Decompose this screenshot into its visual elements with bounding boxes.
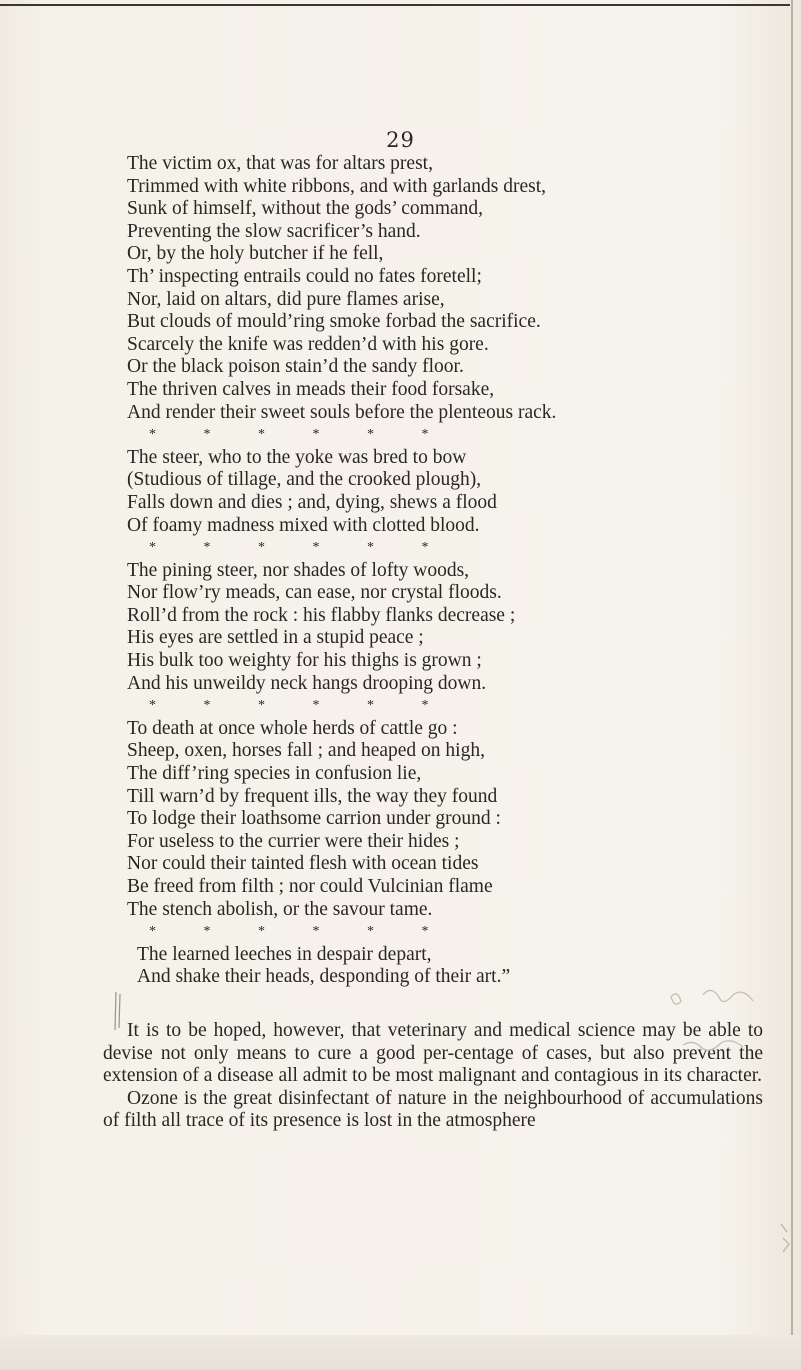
verse-line: (Studious of tillage, and the crooked plough), — [127, 469, 482, 491]
right-edge-shadow — [791, 0, 793, 1370]
verse-line: Till warn’d by frequent ills, the way they found — [127, 785, 498, 807]
verse-line: Nor, laid on altars, did pure flames arise, — [127, 288, 445, 310]
verse-line: Roll’d from the rock : his flabby flanks decrease ; — [127, 604, 516, 626]
top-edge-rule — [0, 4, 790, 6]
verse-line: Falls down and dies ; and, dying, shews a flood — [127, 491, 497, 513]
verse-line: And his unweildy neck hangs drooping down. — [127, 672, 487, 694]
section-asterisks: * * * * * * — [149, 698, 429, 714]
verse-line: The thriven calves in meads their food forsake, — [127, 378, 495, 400]
verse-line: For useless to the currier were their hides ; — [127, 830, 460, 852]
handwritten-scribble-icon — [663, 985, 793, 1075]
verse-line: And render their sweet souls before the plenteous rack. — [127, 401, 557, 423]
verse-line: The pining steer, nor shades of lofty woods, — [127, 559, 470, 581]
verse-line: His eyes are settled in a stupid peace ; — [127, 627, 424, 649]
verse-line: And shake their heads, desponding of their art.” — [137, 966, 511, 988]
section-asterisks: * * * * * * — [149, 427, 429, 443]
handwritten-scribble-icon — [775, 1220, 795, 1260]
verse-line: Or the black poison stain’d the sandy floor. — [127, 356, 464, 378]
section-asterisks: * * * * * * — [149, 540, 429, 556]
verse-line: Scarcely the knife was redden’d with his gore. — [127, 333, 489, 355]
verse-line: Trimmed with white ribbons, and with garlands drest, — [127, 175, 547, 197]
pencil-annotation-icon — [110, 990, 126, 1034]
verse-line: Th’ inspecting entrails could no fates foretell; — [127, 265, 482, 287]
verse-line: His bulk too weighty for his thighs is grown ; — [127, 650, 482, 672]
verse-line: Be freed from filth ; nor could Vulcinian flame — [127, 876, 493, 897]
paragraph: Ozone is the great disinfectant of nature in the neighbourhood of accumulations of filth all trace of its presence is lost in the atmosphere — [103, 1087, 763, 1132]
verse-line: The diff’ring species in confusion lie, — [127, 763, 422, 785]
verse-line: Sunk of himself, without the gods’ command, — [127, 198, 484, 220]
verse-line: Or, by the holy butcher if he fell, — [127, 243, 384, 265]
verse-quotation — [127, 153, 767, 989]
verse-line: But clouds of mould’ring smoke forbad the sacrifice. — [127, 311, 541, 333]
verse-line: Of foamy madness mixed with clotted blood. — [127, 514, 480, 536]
verse-line: Preventing the slow sacrificer’s hand. — [127, 220, 421, 242]
verse-line: Sheep, oxen, horses fall ; and heaped on high, — [127, 740, 485, 762]
verse-line: The learned leeches in despair depart, — [137, 943, 432, 965]
verse-line: Nor flow’ry meads, can ease, nor crystal floods. — [127, 582, 502, 604]
verse-line: The victim ox, that was for altars prest, — [127, 153, 433, 174]
paragraph: It is to be hoped, however, that veterinary and medical science may be able to devise not only means to cure a good per-centage of cases, but also prevent the extension of a disease all admit to be most malignant and contagious in its character. — [103, 1020, 763, 1087]
verse-line: The steer, who to the yoke was bred to bow — [127, 446, 467, 468]
verse-line: To lodge their loathsome carrion under ground : — [127, 808, 501, 830]
page-number: 29 — [386, 128, 415, 152]
bottom-edge-shade — [0, 1335, 801, 1370]
verse-line: To death at once whole herds of cattle go : — [127, 717, 458, 739]
verse-line: Nor could their tainted flesh with ocean tides — [127, 853, 479, 875]
section-asterisks: * * * * * * — [149, 924, 429, 940]
verse-line: The stench abolish, or the savour tame. — [127, 898, 433, 920]
